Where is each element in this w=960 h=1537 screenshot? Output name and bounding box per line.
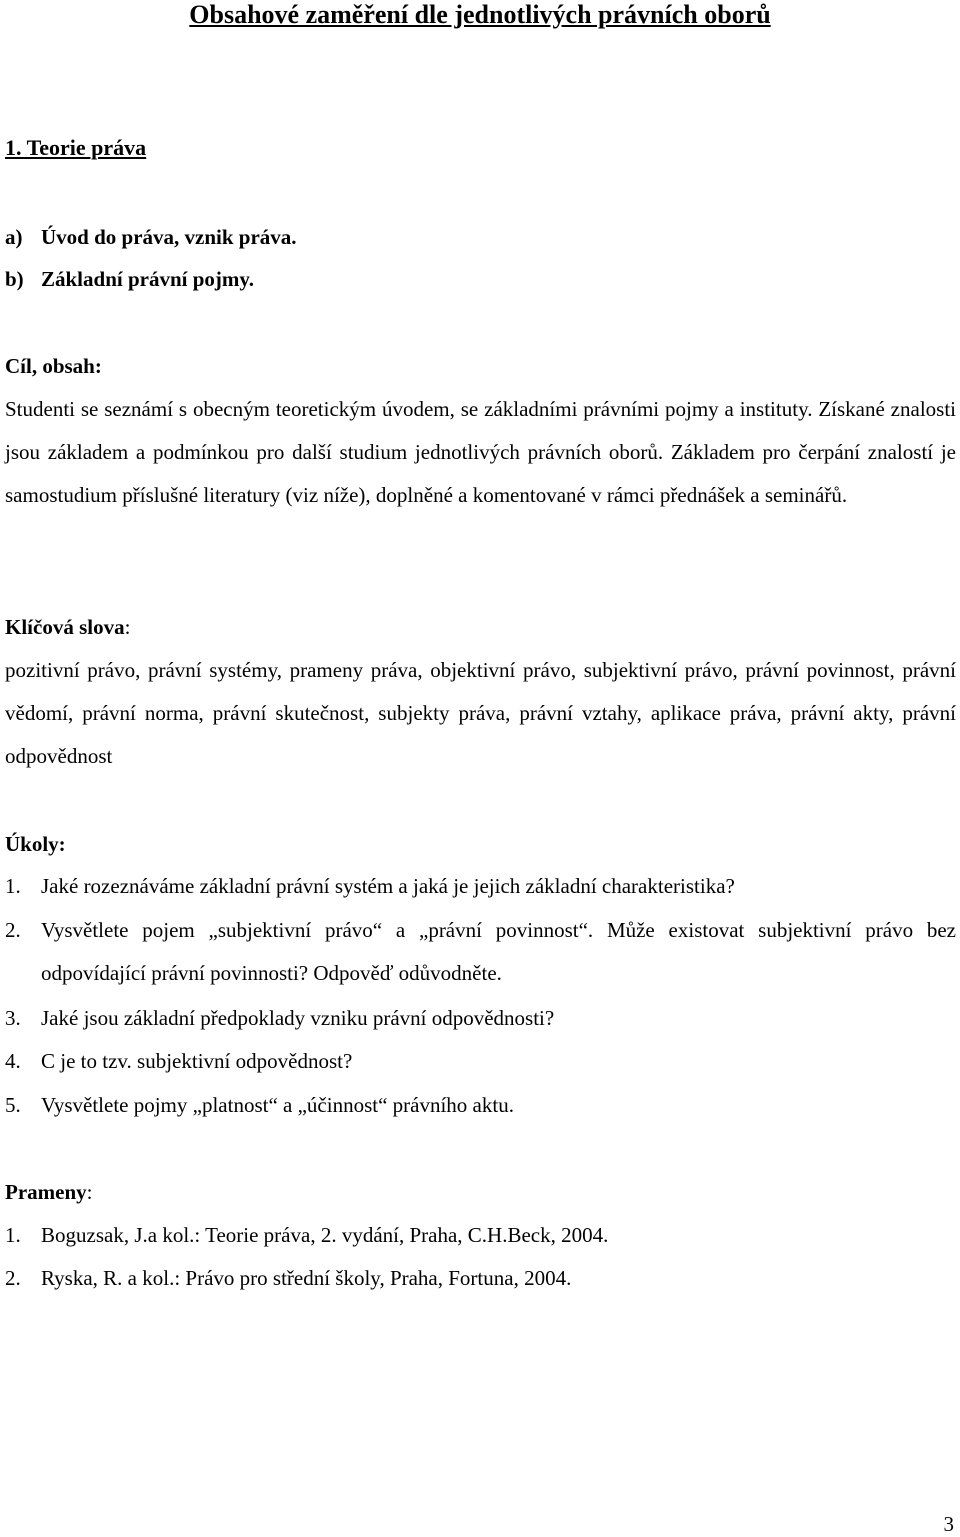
- section-heading: 1. Teorie práva: [5, 135, 147, 160]
- subitem-text: Základní právní pojmy.: [41, 267, 254, 291]
- task-number: 5.: [5, 1093, 21, 1117]
- task-number: 3.: [5, 1006, 21, 1030]
- keywords-heading: [5, 613, 130, 641]
- keywords-heading-colon: :: [124, 615, 131, 639]
- keywords-heading-text: Klíčová slova: [5, 615, 125, 639]
- task-text: Jaké rozeznáváme základní právní systém a jaká je jejich základní charakteristika?: [41, 874, 735, 898]
- sources-heading: [5, 1178, 93, 1206]
- source-item: [5, 1257, 956, 1300]
- source-number: 1.: [5, 1223, 21, 1247]
- source-text: Boguzsak, J.a kol.: Teorie práva, 2. vydání, Praha, C.H.Beck, 2004.: [41, 1223, 609, 1247]
- keywords-paragraph: pozitivní právo, právní systémy, prameny práva, objektivní právo, subjektivní právo, právní povinnost, právní vědomí, právní norma, právní skutečnost, subjekty práva, právní vztahy, aplikace práva, právní akty, právní odpovědnost: [5, 658, 956, 768]
- task-item: [5, 909, 956, 995]
- document-title: Obsahové zaměření dle jednotlivých právních oborů: [189, 0, 771, 29]
- task-number: 1.: [5, 874, 21, 898]
- goal-paragraph: Studenti se seznámí s obecným teoretickým úvodem, se základními právními pojmy a instituty. Získané znalosti jsou základem a podmínkou pro další studium jednotlivých právních oborů. Základem pro čerpání znalostí je samostudium příslušné literatury (viz níže), doplněné a komentované v rámci přednášek a seminářů.: [5, 397, 956, 507]
- goal-heading: Cíl, obsah:: [5, 354, 102, 378]
- source-text: Ryska, R. a kol.: Právo pro střední školy, Praha, Fortuna, 2004.: [41, 1266, 572, 1290]
- task-item: [5, 1040, 956, 1083]
- source-item: [5, 1214, 956, 1257]
- source-number: 2.: [5, 1266, 21, 1290]
- page-number: 3: [943, 1512, 954, 1536]
- subitem-text: Úvod do práva, vznik práva.: [41, 225, 297, 249]
- task-text: C je to tzv. subjektivní odpovědnost?: [41, 1049, 353, 1073]
- task-text: Jaké jsou základní předpoklady vzniku právní odpovědnosti?: [41, 1006, 555, 1030]
- task-text: Vysvětlete pojmy „platnost“ a „účinnost“ právního aktu.: [41, 1093, 514, 1117]
- subitem-b: [5, 265, 254, 293]
- task-number: 2.: [5, 918, 21, 942]
- subitem-a: [5, 223, 297, 251]
- task-text: Vysvětlete pojem „subjektivní právo“ a „právní povinnost“. Může existovat subjektivní právo bez odpovídající právní povinnosti? Odpověď odůvodněte.: [41, 918, 956, 985]
- task-number: 4.: [5, 1049, 21, 1073]
- subitem-label: b): [5, 267, 24, 291]
- sources-heading-colon: :: [86, 1180, 93, 1204]
- subitem-label: a): [5, 225, 23, 249]
- tasks-heading: Úkoly:: [5, 832, 66, 856]
- task-item: [5, 997, 956, 1040]
- sources-heading-text: Prameny: [5, 1180, 87, 1204]
- task-item: [5, 865, 956, 908]
- task-item: [5, 1084, 956, 1127]
